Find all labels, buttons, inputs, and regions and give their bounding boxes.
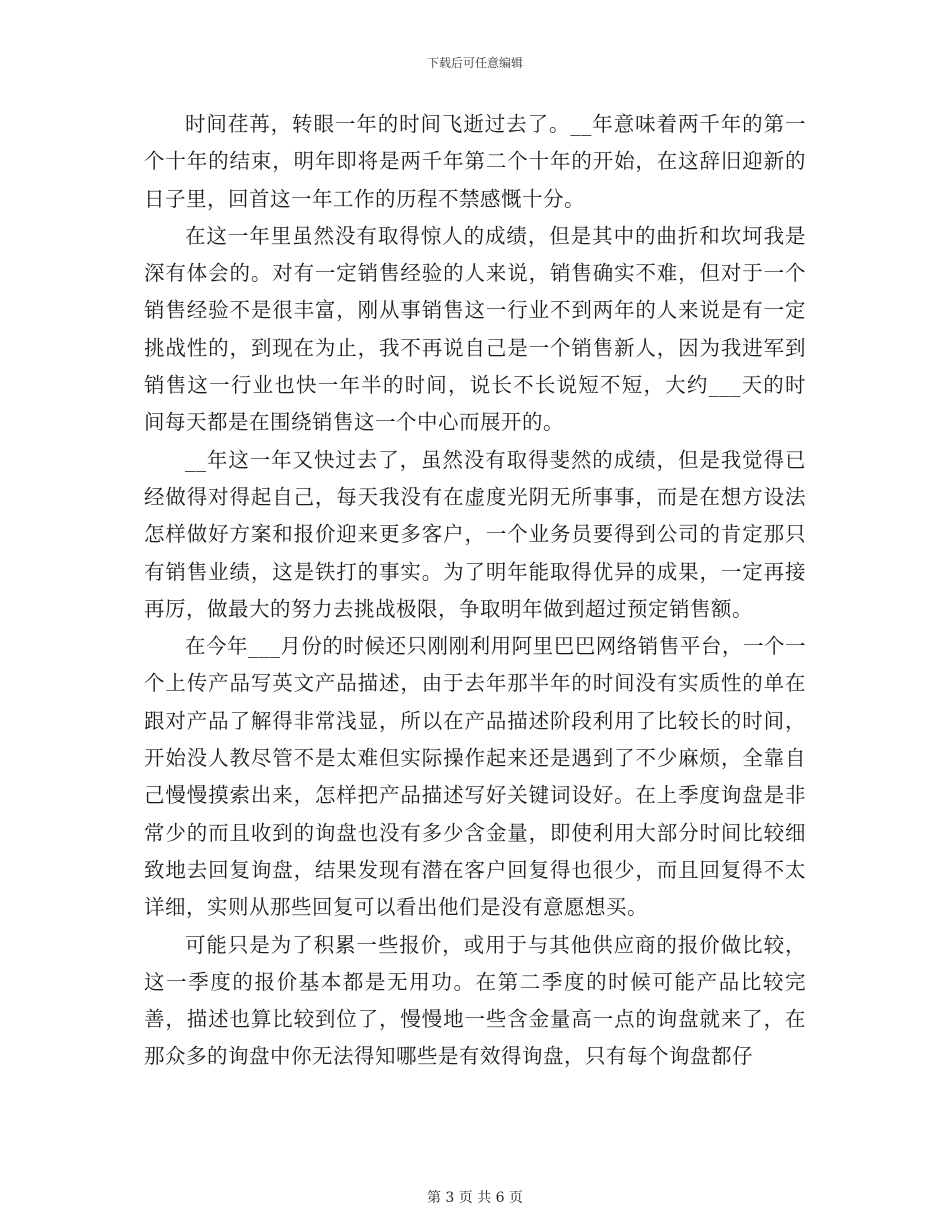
paragraph-4: 在今年___月份的时候还只刚刚利用阿里巴巴网络销售平台，一个一个上传产品写英文产品描述，由于去年那半年的时间没有实质性的单在跟对产品了解得非常浅显，所以在产品描述阶段利用了比较长的时间，开始没人教尽管不是太难但实际操作起来还是遇到了不少麻烦，全靠自己慢慢摸索出来，怎样把产品描述写好关键词设好。在上季度询盘是非常少的而且收到的询盘也没有多少含金量，即使利用大部分时间比较细致地去回复询盘，结果发现有潜在客户回复得也很少，而且回复得不太详细，实则从那些回复可以看出他们是没有意愿想买。 <box>144 634 806 920</box>
paragraph-2: 在这一年里虽然没有取得惊人的成绩，但是其中的曲折和坎坷我是深有体会的。对有一定销售经验的人来说，销售确实不难，但对于一个销售经验不是很丰富，刚从事销售这一行业不到两年的人来说是有一定挑战性的，到现在为止，我不再说自己是一个销售新人，因为我进军到销售这一行业也快一年半的时间，说长不长说短不短，大约___天的时间每天都是在围绕销售这一个中心而展开的。 <box>144 223 806 435</box>
page-number-footer: 第 3 页 共 6 页 <box>426 1190 524 1206</box>
paragraph-5: 可能只是为了积累一些报价，或用于与其他供应商的报价做比较，这一季度的报价基本都是无用功。在第二季度的时候可能产品比较完善，描述也算比较到位了，慢慢地一些含金量高一点的询盘就来了，在那众多的询盘中你无法得知哪些是有效得询盘，只有每个询盘都仔 <box>144 932 806 1069</box>
page-header: 下载后可任意编辑 <box>426 56 523 70</box>
paragraph-3: __年这一年又快过去了，虽然没有取得斐然的成绩，但是我觉得已经做得对得起自己，每天我没有在虚度光阴无所事事，而是在想方设法怎样做好方案和报价迎来更多客户，一个业务员要得到公司的肯定那只有销售业绩，这是铁打的事实。为了明年能取得优异的成果，一定再接再厉，做最大的努力去挑战极限，争取明年做到超过预定销售额。 <box>144 447 806 621</box>
paragraph-1: 时间荏苒，转眼一年的时间飞逝过去了。__年意味着两千年的第一个十年的结束，明年即将是两千年第二个十年的开始，在这辞旧迎新的日子里，回首这一年工作的历程不禁感慨十分。 <box>144 112 806 211</box>
document-body <box>144 106 806 1076</box>
